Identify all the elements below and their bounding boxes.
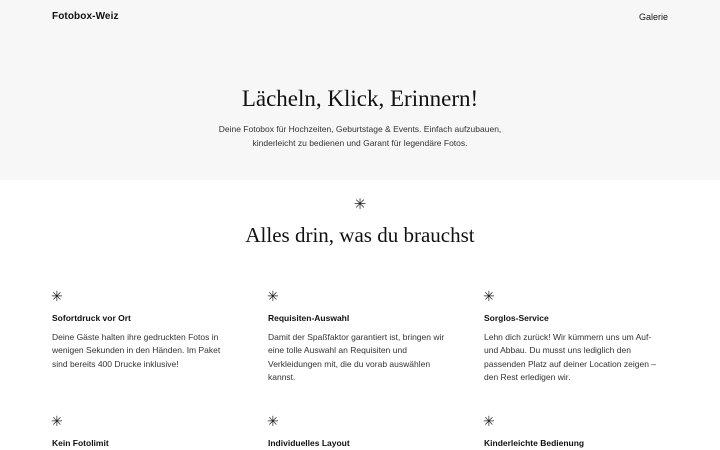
hero-title: Lächeln, Klick, Erinnern!: [241, 86, 479, 111]
feature-title: Kinderleichte Bedienung: [484, 438, 585, 448]
feature-title: Kein Fotolimit: [52, 438, 109, 448]
asterisk-icon: ✳: [353, 196, 367, 213]
feature-title: Requisiten-Auswahl: [268, 313, 350, 323]
feature-title: Individuelles Layout: [268, 438, 350, 448]
asterisk-icon: ✳: [483, 413, 495, 429]
feature-description: Damit der Spaßfaktor garantiert ist, bringen wir eine tolle Auswahl an Requisiten und Verkleidungen mit, die du vorab auswählen kannst.: [268, 332, 445, 382]
asterisk-icon: ✳: [483, 288, 495, 304]
section-title: Alles drin, was du brauchst: [245, 223, 475, 247]
feature-title: Sofortdruck vor Ort: [52, 313, 131, 323]
asterisk-icon: ✳: [51, 288, 63, 304]
hero-description: Deine Fotobox für Hochzeiten, Geburtstage & Events. Einfach aufzubauen, kinderleicht zu bedienen und Garant für legendäre Fotos.: [218, 124, 502, 148]
feature-description: Deine Gäste halten ihre gedruckten Fotos in wenigen Sekunden in den Händen. Im Paket sind bereits 400 Drucke inklusive!: [52, 332, 221, 369]
hero-section: [0, 0, 720, 180]
feature-title: Sorglos-Service: [484, 313, 549, 323]
asterisk-icon: ✳: [267, 413, 279, 429]
brand-logo[interactable]: Fotobox-Weiz: [52, 11, 119, 22]
nav-link-galerie[interactable]: Galerie: [638, 12, 668, 22]
asterisk-icon: ✳: [267, 288, 279, 304]
asterisk-icon: ✳: [51, 413, 63, 429]
feature-description: Lehn dich zurück! Wir kümmern uns um Auf- und Abbau. Du musst uns lediglich den passenden Platz auf deiner Location zeigen – den Rest erledigen wir.: [484, 332, 657, 382]
